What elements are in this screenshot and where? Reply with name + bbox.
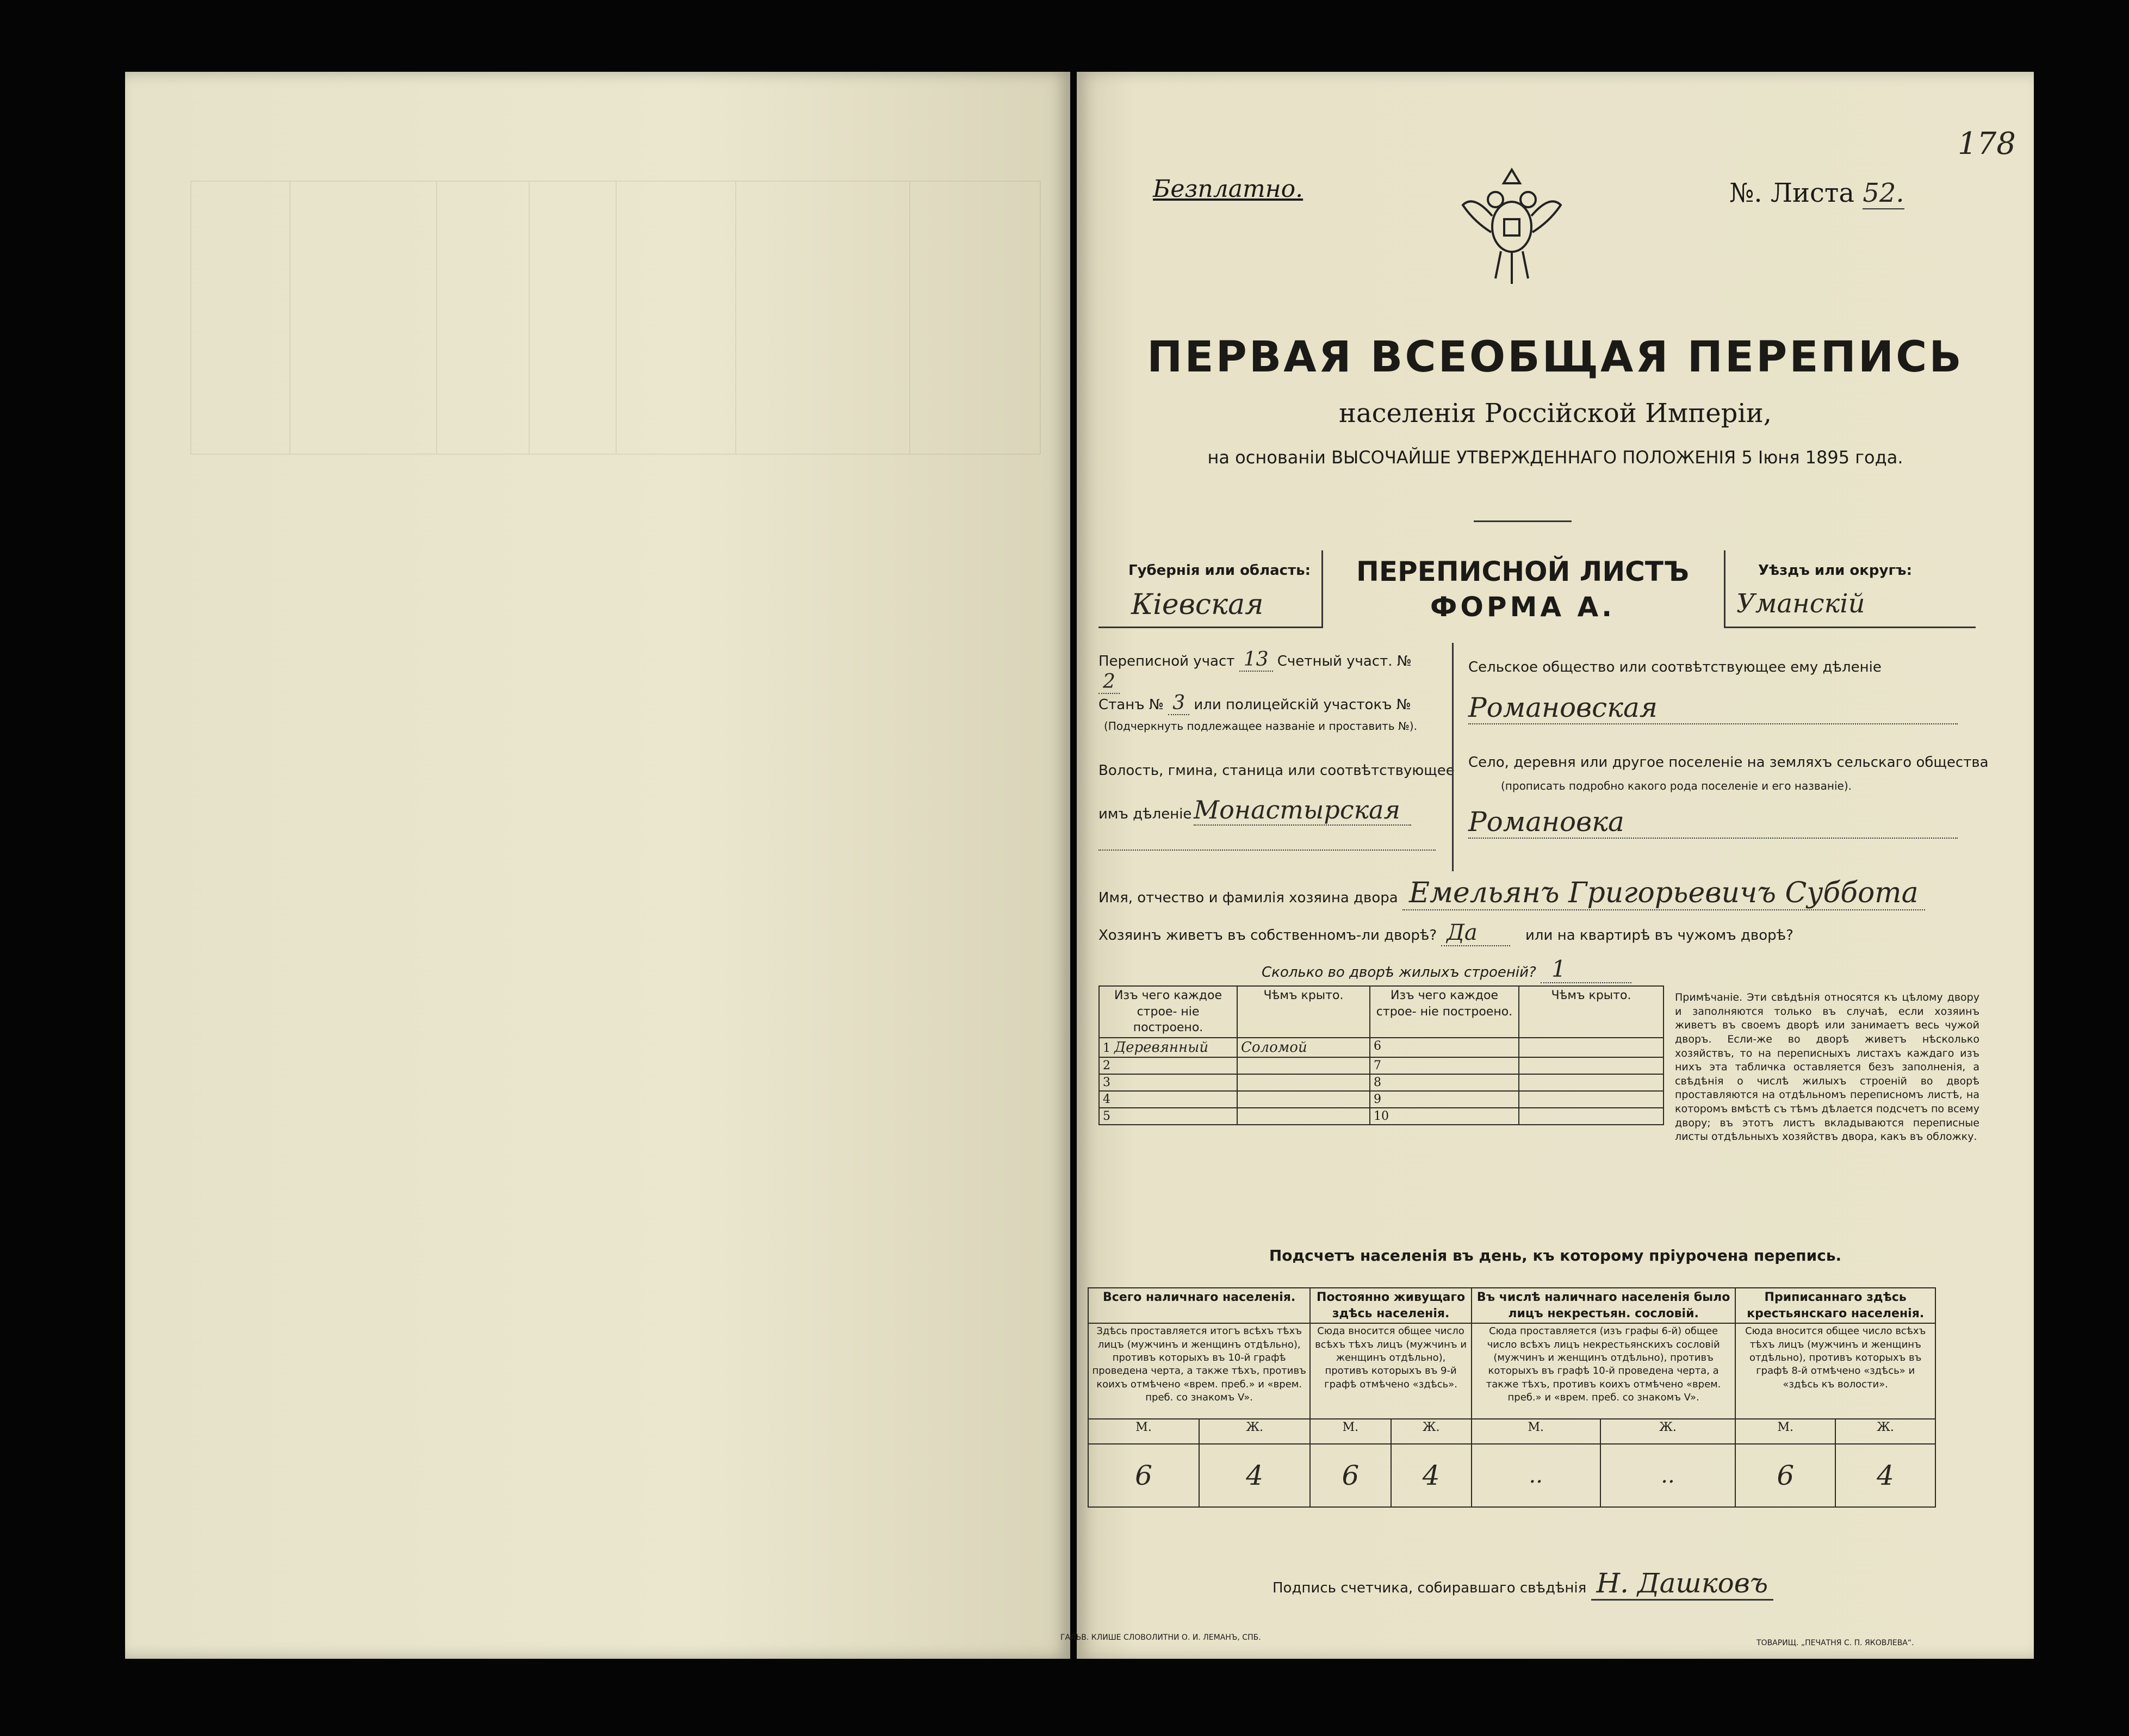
row-number: 3 — [1103, 1076, 1110, 1090]
owner-name-label: Имя, отчество и фамилія хозяина двора — [1098, 890, 1398, 906]
row-2-roof — [1237, 1057, 1370, 1074]
row-number: 2 — [1103, 1059, 1110, 1073]
f-label: Ж. — [1835, 1419, 1935, 1444]
village-value: Романовка — [1468, 806, 1958, 839]
bleed-through-table — [190, 181, 1041, 455]
vertical-divider — [1452, 643, 1454, 871]
society-value: Романовская — [1468, 692, 1958, 724]
population-sex-labels — [1088, 1419, 1935, 1444]
pop-nonpeasant-m: .. — [1472, 1444, 1600, 1507]
pop-total-f: 4 — [1199, 1444, 1310, 1507]
volost-extra-line — [1098, 850, 1436, 851]
signature-label: Подпись счетчика, собиравшаго свѣдѣнія — [1273, 1580, 1587, 1596]
district-box — [1724, 550, 1976, 628]
own-yard-label: Хозяинъ живетъ въ собственномъ-ли дворѣ? — [1098, 927, 1437, 944]
pop-peasant-m: 6 — [1735, 1444, 1835, 1507]
province-box — [1098, 550, 1323, 628]
table-row — [1099, 1108, 1664, 1125]
count-area-label: Счетный участ. № — [1277, 653, 1412, 669]
row-8-roof — [1519, 1074, 1664, 1091]
village-label: Село, деревня или другое поселеніе на земляхъ сельскаго общества — [1468, 754, 1989, 771]
sheet-title: ПЕРЕПИСНОЙ ЛИСТЪ — [1356, 556, 1689, 587]
m-label: М. — [1735, 1419, 1835, 1444]
col-material-left: Изъ чего каждое строе- ніе построено. — [1099, 986, 1237, 1038]
row-7-roof — [1519, 1057, 1664, 1074]
legal-basis: на основаніи ВЫСОЧАЙШЕ УТВЕРЖДЕННАГО ПОЛОЖЕНІЯ 5 Іюня 1895 года. — [1207, 447, 1903, 468]
double-headed-eagle-emblem — [1457, 162, 1566, 287]
row-10-material — [1370, 1108, 1519, 1125]
census-area-number: 13 — [1239, 648, 1273, 672]
row-number: 9 — [1374, 1093, 1381, 1107]
m-label: М. — [1472, 1419, 1600, 1444]
rent-label: или на квартирѣ въ чужомъ дворѣ? — [1525, 927, 1793, 944]
col-material-right: Изъ чего каждое строе- ніе построено. — [1370, 986, 1519, 1038]
pop-permanent-m: 6 — [1310, 1444, 1391, 1507]
pop-col-4-title: Приписаннаго здѣсь крестьянскаго населенія. — [1735, 1288, 1935, 1323]
m-label: М. — [1088, 1419, 1199, 1444]
f-label: Ж. — [1199, 1419, 1310, 1444]
owner-name-row — [1098, 877, 1925, 909]
stan-row — [1098, 692, 1436, 714]
table-row — [1099, 1074, 1664, 1091]
pop-peasant-f: 4 — [1835, 1444, 1935, 1507]
row-1-material — [1099, 1038, 1237, 1057]
population-table — [1088, 1287, 1936, 1508]
buildings-label: Сколько во дворѣ жилыхъ строеній? — [1262, 964, 1536, 981]
subtitle: населенія Россійской Имперіи, — [1339, 398, 1772, 429]
society-label: Сельское общество или соотвѣтствующее ему дѣленіе — [1468, 659, 1882, 675]
row-number: 10 — [1374, 1109, 1389, 1124]
row-1-roof — [1237, 1038, 1370, 1057]
signature-row — [1273, 1567, 1773, 1599]
m-label: М. — [1310, 1419, 1391, 1444]
f-label: Ж. — [1600, 1419, 1736, 1444]
row-6-material — [1370, 1038, 1519, 1057]
row-5-roof — [1237, 1108, 1370, 1125]
row-number: 7 — [1374, 1059, 1381, 1073]
table-row — [1099, 1038, 1664, 1057]
pop-permanent-f: 4 — [1391, 1444, 1472, 1507]
row-number: 5 — [1103, 1109, 1110, 1124]
row-2-material — [1099, 1057, 1237, 1074]
district-label: Уѣздъ или округъ: — [1758, 562, 1912, 579]
sheet-number-value: 52. — [1863, 178, 1904, 208]
row-number: 8 — [1374, 1076, 1381, 1090]
roof-value: Соломой — [1241, 1039, 1307, 1056]
pop-col-2-desc: Сюда вносится общее число всѣхъ тѣхъ лицъ (мужчинъ и женщинъ отдѣльно), противъ которыхъ въ 9-й графѣ отмѣчено «здѣсь». — [1310, 1323, 1472, 1419]
pop-col-3-desc: Сюда проставляется (изъ графы 6-й) общее число всѣхъ лицъ некрестьянскихъ сословій (мужчинъ и женщинъ отдѣльно), противъ которыхъ въ графѣ 10-й проведена черта, а также тѣхъ, противъ коихъ отмѣчено «врем. преб.» и «врем. преб. со знакомъ V». — [1472, 1323, 1736, 1419]
census-area-row — [1098, 648, 1436, 693]
owner-name-value: Емельянъ Григорьевичъ Суббота — [1402, 877, 1925, 910]
row-9-material — [1370, 1091, 1519, 1108]
volost-label-line2: имъ дѣленіе — [1098, 806, 1192, 822]
main-title: ПЕРВАЯ ВСЕОБЩАЯ ПЕРЕПИСЬ — [1147, 333, 1964, 382]
left-blank-page — [125, 72, 1070, 1659]
row-4-material — [1099, 1091, 1237, 1108]
row-6-roof — [1519, 1038, 1664, 1057]
pop-col-1-desc: Здѣсь проставляется итогъ всѣхъ тѣхъ лицъ (мужчинъ и женщинъ отдѣльно), противъ которыхъ въ 10-й графѣ проведена черта, а также тѣхъ, противъ коихъ отмѣчено «врем. преб.» и «врем. преб. со знакомъ V». — [1088, 1323, 1310, 1419]
buildings-table-header — [1099, 986, 1664, 1038]
row-4-roof — [1237, 1091, 1370, 1108]
row-number: 6 — [1374, 1039, 1381, 1053]
pop-col-2-title: Постоянно живущаго здѣсь населенія. — [1310, 1288, 1472, 1323]
underline-note: (Подчеркнуть подлежащее названіе и проставить №). — [1104, 720, 1417, 733]
note-text: Примѣчаніе. Эти свѣдѣнія относятся къ цѣлому двору и заполняются только въ случаѣ, если хозяинъ живетъ въ своемъ дворѣ или занимаетъ весь чужой дворъ. Если-же во дворѣ живетъ нѣсколько хозяйствъ, то на переписныхъ листахъ каждаго изъ нихъ эта табличка оставляется безъ заполненія, а свѣдѣнія о числѣ жилыхъ строеній во дворѣ проставляются на отдѣльномъ переписномъ листѣ, на которомъ вмѣстѣ съ тѣмъ дѣлается подсчетъ по всему двору; въ этотъ листъ вкладываются переписные листы отдѣльныхъ хозяйствъ двора, какъ въ обложку. — [1675, 991, 1979, 1143]
population-titles — [1088, 1288, 1935, 1323]
population-descriptions — [1088, 1323, 1935, 1419]
row-8-material — [1370, 1074, 1519, 1091]
district-value: Уманскій — [1736, 588, 1865, 619]
ornament-divider — [1474, 520, 1572, 522]
row-3-roof — [1237, 1074, 1370, 1091]
col-roof-right: Чѣмъ крыто. — [1519, 986, 1664, 1038]
village-note: (прописать подробно какого рода поселеніе и его названіе). — [1501, 779, 1852, 792]
buildings-row — [1262, 956, 1631, 982]
row-10-roof — [1519, 1108, 1664, 1125]
row-3-material — [1099, 1074, 1237, 1091]
imprint-right: ТОВАРИЩ. „ПЕЧАТНЯ С. П. ЯКОВЛЕВА“. — [1756, 1639, 1914, 1647]
row-7-material — [1370, 1057, 1519, 1074]
own-yard-value: Да — [1441, 920, 1510, 946]
pop-col-3-title: Въ числѣ наличнаго населенія было лицъ некрестьян. сословій. — [1472, 1288, 1736, 1323]
own-yard-row — [1098, 920, 1793, 945]
sheet-number — [1729, 178, 1904, 208]
material-value: Деревянный — [1114, 1039, 1209, 1056]
row-number: 4 — [1103, 1093, 1110, 1107]
population-values — [1088, 1444, 1935, 1507]
buildings-value: 1 — [1541, 956, 1631, 983]
pop-total-m: 6 — [1088, 1444, 1199, 1507]
pop-col-1-title: Всего наличнаго населенія. — [1088, 1288, 1310, 1323]
population-heading: Подсчетъ населенія въ день, къ которому пріурочена перепись. — [1269, 1247, 1842, 1264]
stan-number: 3 — [1168, 692, 1189, 715]
volost-value: Монастырская — [1194, 795, 1411, 826]
signature-value: Н. Дашковъ — [1591, 1567, 1774, 1601]
sheet-number-label: №. Листа — [1729, 178, 1855, 208]
police-label: или полицейскій участокъ № — [1194, 697, 1411, 713]
row-9-roof — [1519, 1091, 1664, 1108]
province-value: Кіевская — [1131, 588, 1264, 621]
imprint-left: ГАЛЬВ. КЛИШЕ СЛОВОЛИТНИ О. И. ЛЕМАНЪ, СПБ. — [1060, 1633, 1261, 1642]
row-5-material — [1099, 1108, 1237, 1125]
form-title: ФОРМА А. — [1430, 591, 1616, 623]
table-row — [1099, 1091, 1664, 1108]
pop-nonpeasant-f: .. — [1600, 1444, 1736, 1507]
row-number: 1 — [1103, 1041, 1110, 1056]
census-form-page — [1060, 72, 2034, 1659]
count-area-number: 2 — [1098, 671, 1120, 694]
pop-col-4-desc: Сюда вносится общее число всѣхъ тѣхъ лицъ (мужчинъ и женщинъ отдѣльно), противъ которыхъ въ графѣ 8-й отмѣчено «здѣсь» и «здѣсь къ волости». — [1735, 1323, 1935, 1419]
col-roof-left: Чѣмъ крыто. — [1237, 986, 1370, 1038]
f-label: Ж. — [1391, 1419, 1472, 1444]
volost-label-line1: Волость, гмина, станица или соотвѣтствующее — [1098, 762, 1455, 779]
census-area-label: Переписной участ — [1098, 653, 1235, 669]
table-row — [1099, 1057, 1664, 1074]
free-label: Безплатно. — [1153, 175, 1304, 203]
archive-number: 178 — [1958, 126, 2016, 162]
province-label: Губернія или область: — [1128, 562, 1311, 579]
buildings-table — [1098, 985, 1664, 1125]
stan-label: Станъ № — [1098, 697, 1164, 713]
